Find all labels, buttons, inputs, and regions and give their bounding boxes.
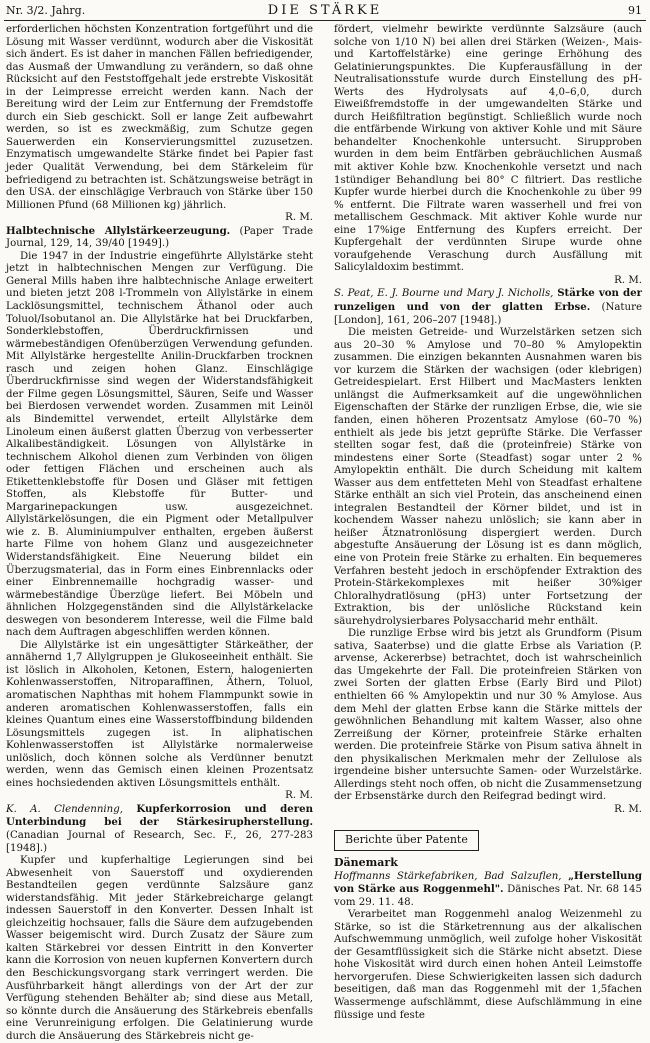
article-paragraph: Kupfer und kupferhaltige Legierungen sind bei Abwesenheit von Sauerstoff und oxydierenden Bestandteilen gegen verdünnte Salzsäure ganz widerstandsfähig. Mit jeder Stärkebreicharge gelangt indessen Sauerstoff in den Konverter. Dessen Inhalt ist gleichzeitig hochsauer, falls die Säure dem aufzugebenden Wasser beigemischt wird. Durch Zusatz der Säure zum kalten Stärkebrei vor dessen Eintritt in den Konverter kann die Korrosion von neuen kupfernen Konvertern durch den Beschickungsvorgang stark verringert werden. Die Ausführbarkeit hängt allerdings von der Art der zur Verfügung stehenden Behälter ab; sind diese aus Metall, so könnte durch die Ansäuerung des Stärkebreis ebenfalls eine Verunreinigung erfolgen. Die Gelatinierung wurde durch die Ansäuerung des Stärkebreis nicht ge- xyxy=(6,855,313,1042)
page-number: 91 xyxy=(628,4,642,17)
signature: R. M. xyxy=(285,212,313,224)
signature: R. M. xyxy=(285,790,313,802)
intro-paragraph: erforderlichen höchsten Konzentration fortgeführt und die Lösung mit Wasser verdünnt, wodurch aber die Viskosität sich ändert. Es ist daher in manchen Fällen befriedigender, das Ausmaß der Umwandlung zu verändern, so daß ohne Rücksicht auf den Feststoffgehalt jede erstrebte Viskosität in der Leimpresse erreicht werden kann. Nach der Bereitung wird der Leim zur Entfernung der Fremdstoffe durch ein Sieb geschickt. Soll er lange Zeit aufbewahrt werden, so ist es zweckmäßig, zum Schutze gegen Sauerwerden ein Konservierungsmittel zuzusetzen. Enzymatisch umgewandelte Stärke findet bei Papier fast jeder Qualität Verwendung, bei dem Stärkeleim für befriedigend zu betrachten ist. Schätzungsweise beträgt in den USA. der einschlägige Verbrauch von Stärke über 150 Millionen Pfund (68 Millionen kg) jährlich. xyxy=(6,24,313,211)
patent-title: „Herstellung von Stärke aus Roggenmehl". xyxy=(334,869,642,896)
article-citation: (Canadian Journal of Research, Sec. F., 26, 277-283 [1948].) xyxy=(6,830,313,854)
article-author: K. A. Clendenning, xyxy=(6,803,123,815)
issue-label: Nr. 3/2. Jahrg. xyxy=(6,4,86,17)
header-rule xyxy=(4,20,646,21)
article-paragraph: Die runzlige Erbse wird bis jetzt als Grundform (Pisum sativa, Saaterbse) und die glatte Erbse als Variation (P. arvense, Ackererbse) betrachtet, doch ist wahrscheinlich das Umgekehrte der Fall. Die proteinfreien Stärken von zwei Sorten der glatten Erbse (Early Bird und Pilot) enthielten 66 % Amylopektin und nur 30 % Amylose. Aus dem Mehl der glatten Erbse kann die Stärke mittels der gewöhnlichen Behandlung mit kaltem Wasser, also ohne Zerreißung der Körner, proteinfreie Stärke erhalten werden. Die proteinfreie Stärke von Pisum sativa ähnelt in den physikalischen Merkmalen mehr der Zellulose als irgendeine bisher untersuchte Samen- oder Wurzelstärke. Allerdings steht noch offen, ob nicht die Zusammensetzung der Erbsenstärke durch den Reifegrad bedingt wird. xyxy=(334,628,642,803)
section-box-wrapper xyxy=(334,830,642,851)
article-paragraph: Die 1947 in der Industrie eingeführte Allylstärke steht jetzt in halbtechnischen Mengen zur Verfügung. Die General Mills haben ihre halbtechnische Anlage erweitert und bieten jetzt 208 l-Trommeln von Allylstärke in einem Lacklösungsmittel, technischem Äthanol oder auch Toluol/Isobutanol an. Die Allylstärke hat bei Druckfarben, Sonderklebstoffen, Überdruckfirnissen und wärmebeständigen Ofenüberzügen Verwendung gefunden. Mit Allylstärke hergestellte Anilin-Druckfarben trocknen rasch und zeigen hohen Glanz. Einschlägige Überdruckfirnisse sind wegen der Widerstandsfähigkeit der Filme gegen Lösungsmittel, Säuren, Seife und Wasser bei Bierdosen verwendet worden. Zusammen mit Leinöl als Bindemittel verwendet, erteilt Allylstärke dem Linoleum einen äußerst glatten Überzug von verbesserter Alkalibeständigkeit. Lösungen von Allylstärke in technischem Alkohol dienen zum Verbinden von öligen oder fettigen Flächen und erscheinen auch als Etikettenklebstoffe für Dosen und Gläser mit fettigen Stoffen, als Klebstoffe für Butter- und Margarinepackungen usw. ausgezeichnet. Allylstärkelösungen, die ein Pigment oder Metallpulver wie z. B. Aluminiumpulver enthalten, ergeben äußerst harte Filme von hohem Glanz und ausgezeichneter Widerstandsfähigkeit. Eine Neuerung bildet ein Überzugsmaterial, das in Form eines Einbrennlacks oder einer Einbrennemaille hochgradig wasser- und wärmebeständige Überzüge liefert. Bei Möbeln und ähnlichen Holzgegenständen sind die Allylstärkelacke deswegen von besonderem Interesse, weil die Filme bald nach dem Auftragen abgeschliffen werden können. xyxy=(6,250,313,639)
patent-citation: Dänisches Pat. Nr. 68 145 vom 29. 11. 48. xyxy=(334,884,642,908)
article-heading xyxy=(6,225,313,251)
article-title: Stärke von der runzeligen und von der glatten Erbse. xyxy=(334,287,642,314)
article-paragraph: Die meisten Getreide- und Wurzelstärken setzen sich aus 20–30 % Amylose und 70–80 % Amylopektin zusammen. Die einzigen bekannten Ausnahmen waren bis vor kurzem die Stärken der wachsigen (oder klebrigen) Getreidespielart. Erst Hilbert und MacMasters lenkten unlängst die Aufmerksamkeit auf die ungewöhnlichen Eigenschaften der Stärke der runzligen Erbse, die, wie sie fanden, einen höheren Prozentsatz Amylose (60–70 %) enthielt als jede bis jetzt geprüfte Stärke. Die Verfasser stellten sogar fest, daß die (proteinfreie) Stärke von mindestens einer Sorte (Steadfast) sogar unter 2 % Amylopektin enthält. Die durch Scheidung mit kaltem Wasser aus dem entfetteten Mehl von Steadfast erhaltene Stärke enthält an sich viel Protein, das anscheinend einen integralen Bestandteil der Körner bildet, und ist in kochendem Wasser nahezu unlöslich; sie kann aber in heißer Ätznatronlösung dispergiert werden. Durch abgestufte Ansäuerung der Lösung ist es dann möglich, eine von Protein freie Stärke zu erhalten. Ein bequemeres Verfahren besteht jedoch in erschöpfender Extraktion des Protein-Stärkekomplexes mit heißer 30%iger Chloralhydratlösung (pH3) unter Fortsetzung der Extraktion, bis der unlösliche Rückstand kein säurehydrolysierbares Polysaccharid mehr enthält. xyxy=(334,327,642,627)
continuation-paragraph: fördert, vielmehr bewirkte verdünnte Salzsäure (auch solche von 1/10 N) bei allen drei Stärken (Weizen-, Mais- und Kartoffelstärke) eine geringe Erhöhung des Gelatinierungspunktes. Die Kupferausfällung in der Neutralisationsstufe wurde durch Einstellung des pH-Werts des Hydrolysats auf 4,0–6,0, durch Eiweißfremdstoffe in der umgewandelten Stärke und durch Heißfiltration begünstigt. Schließlich wurde noch die entfärbende Wirkung von aktiver Kohle und mit Säure behandelter Knochenkohle untersucht. Sirupproben wurden in dem beim Entfärben gebräuchlichen Ausmaß mit aktiver Kohle bzw. Knochenkohle versetzt und nach 1stündiger Behandlung bei 80° C filtriert. Das restliche Kupfer wurde hierbei durch die Knochenkohle zu über 99 % entfernt. Die Filtrate waren wasserhell und frei von metallischem Geschmack. Mit aktiver Kohle wurde nur eine 17%ige Entfernung des Kupfers erreicht. Der Kupfergehalt der verdünnten Sirupe wurde ohne voraufgehende Veraschung durch Ausfällung mit Salicylaldoxim bestimmt. xyxy=(334,24,642,274)
article-heading xyxy=(6,803,313,855)
patent-paragraph: Verarbeitet man Roggenmehl analog Weizenmehl zu Stärke, so ist die Stärketrennung aus der alkalischen Aufschwemmung unmöglich, weil zufolge hoher Viskosität der Gesamtflüssigkeit sich die Stärke nicht absetzt. Diese hohe Viskosität wird durch einen hohen Anteil Leimstoffe hervorgerufen. Diese Schwierigkeiten lassen sich dadurch beseitigen, daß man das Roggenmehl mit der 1,5fachen Wassermenge aufschlämmt, diese Aufschlämmung in eine flüssige und feste xyxy=(334,909,642,1021)
article-title: Kupferkorrosion und deren Unterbindung bei der Stärkesirupherstellung. xyxy=(6,802,313,829)
patent-applicant: Hoffmanns Stärkefabriken, Bad Salzuflen, xyxy=(334,870,562,882)
journal-title: DIE STÄRKE xyxy=(267,3,383,18)
patents-section-box: Berichte über Patente xyxy=(334,830,479,851)
patent-heading xyxy=(334,870,642,910)
running-header xyxy=(0,0,650,22)
signature: R. M. xyxy=(614,274,642,286)
article-heading xyxy=(334,287,642,327)
article-citation: (Paper Trade Journal, 129, 14, 39/40 [1949].) xyxy=(6,225,313,250)
article-citation: (Nature [London], 161, 206–207 [1948].) xyxy=(334,302,642,326)
country-heading: Dänemark xyxy=(334,856,398,869)
right-column xyxy=(334,24,642,1022)
signature: R. M. xyxy=(614,803,642,815)
left-column xyxy=(6,24,313,1043)
article-paragraph: Die Allylstärke ist ein ungesättigter Stärkeäther, der annähernd 1,7 Allylgruppen je Glukoseeinheit enthält. Sie ist löslich in Alkoholen, Ketonen, Estern, halogenierten Kohlenwasserstoffen, Nitroparaffinen, Äthern, Toluol, aromatischen Naphthas mit hohem Flammpunkt sowie in anderen aromatischen Kohlenwasserstoffen, falls ein kleines Quantum eines eine Wasserstoffbindung bildenden Lösungsmittels zugegen ist. In aliphatischen Kohlenwasserstoffen ist Allylstärke normalerweise unlöslich, doch können solche als Verdünner benutzt werden, wenn das Gemisch einen kleinen Prozentsatz eines hochsiedenden aktiven Lösungsmittels enthält. xyxy=(6,639,313,789)
article-title: Halbtechnische Allylstärkeerzeugung. xyxy=(6,224,231,237)
article-authors: S. Peat, E. J. Bourne und Mary J. Nicholls, xyxy=(334,288,554,300)
